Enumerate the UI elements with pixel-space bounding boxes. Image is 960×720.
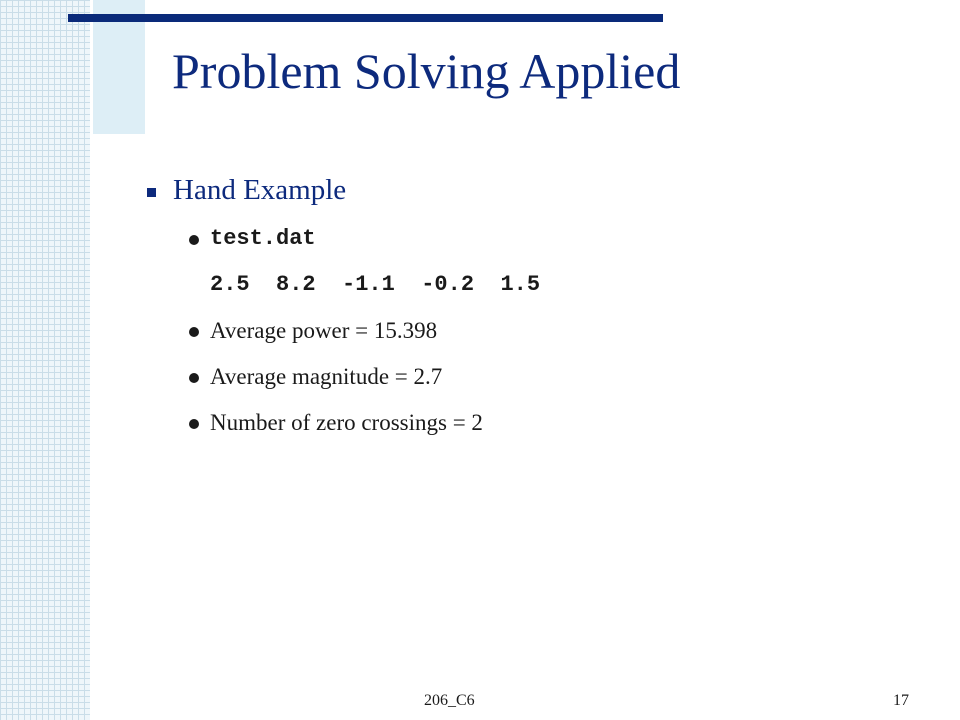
file-name-text: test.dat bbox=[210, 226, 316, 251]
bullet-zero-crossings bbox=[189, 410, 483, 436]
data-values-line: 2.5 8.2 -1.1 -0.2 1.5 bbox=[210, 272, 541, 297]
zero-crossings-text: Number of zero crossings = 2 bbox=[210, 410, 483, 435]
footer-page-number: 17 bbox=[893, 692, 909, 709]
average-power-text: Average power = 15.398 bbox=[210, 318, 438, 343]
round-bullet-icon bbox=[189, 373, 199, 383]
title-top-bar bbox=[68, 14, 663, 22]
bullet-hand-example-text: Hand Example bbox=[173, 174, 347, 206]
average-magnitude-text: Average magnitude = 2.7 bbox=[210, 364, 443, 389]
round-bullet-icon bbox=[189, 235, 199, 245]
bullet-hand-example bbox=[147, 174, 346, 207]
decorative-grid-strip bbox=[0, 0, 90, 720]
footer-course: 206_C6 bbox=[424, 692, 475, 709]
bullet-file-name bbox=[189, 226, 316, 251]
round-bullet-icon bbox=[189, 327, 199, 337]
bullet-average-magnitude bbox=[189, 364, 442, 390]
square-bullet-icon bbox=[147, 188, 156, 197]
slide-title: Problem Solving Applied bbox=[172, 43, 681, 99]
round-bullet-icon bbox=[189, 419, 199, 429]
bullet-average-power bbox=[189, 318, 437, 344]
